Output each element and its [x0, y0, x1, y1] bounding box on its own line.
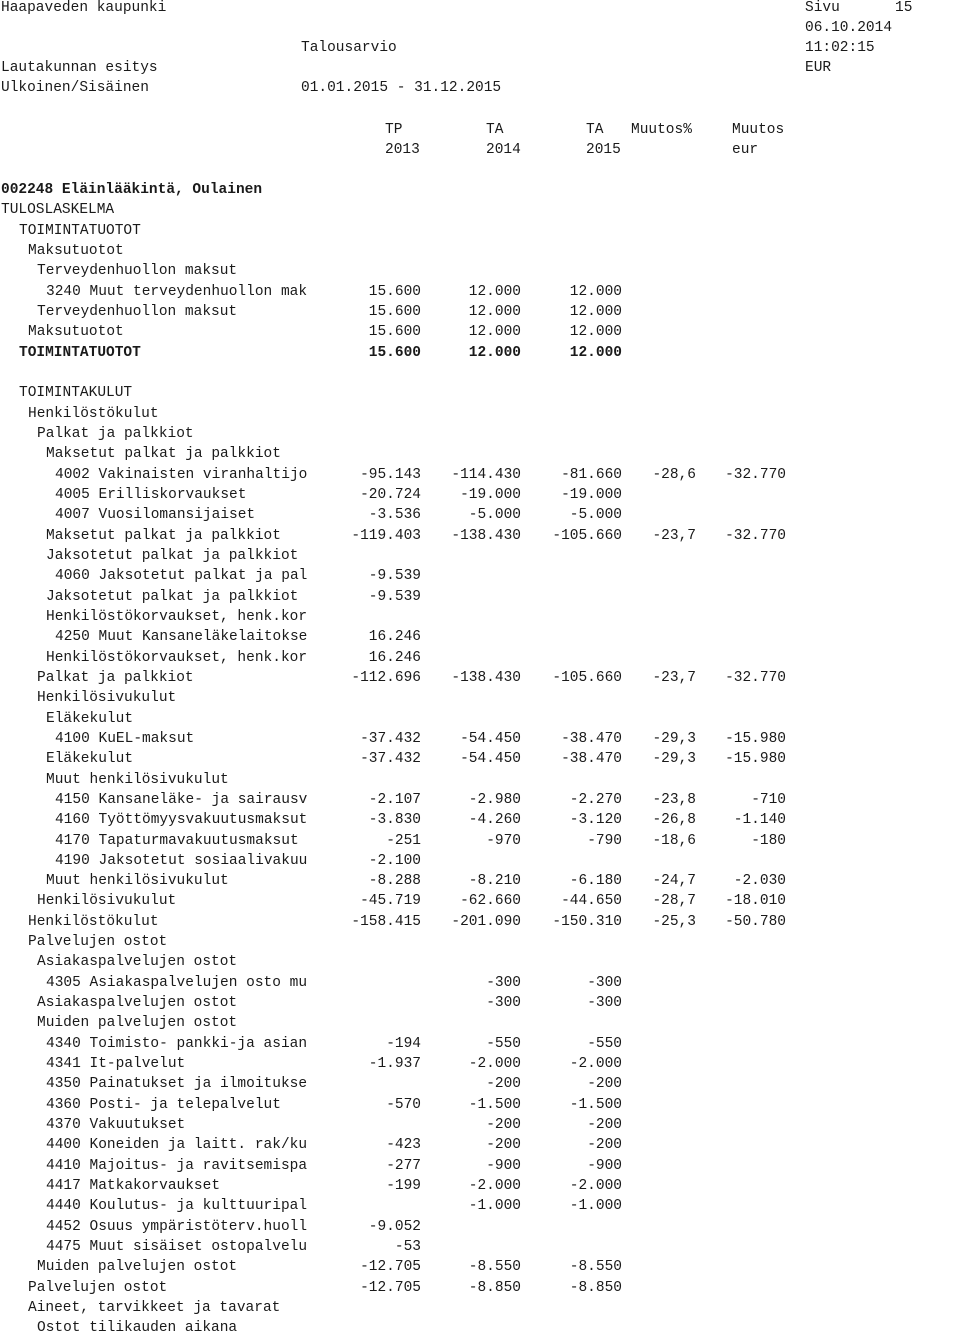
- report-row: [0, 993, 960, 1013]
- row-label: 4360 Posti- ja telepalvelut: [46, 1096, 281, 1113]
- report-row: [0, 1318, 960, 1338]
- row-label: 4190 Jaksotetut sosiaalivakuu: [55, 852, 308, 869]
- row-label: Muiden palvelujen ostot: [37, 1015, 238, 1032]
- ta-2014-value: -4.260: [468, 812, 521, 829]
- row-label: 3240 Muut terveydenhuollon mak: [46, 283, 308, 300]
- report-row: [0, 322, 960, 342]
- report-row: [0, 1176, 960, 1196]
- tp-2013-value: -53: [394, 1239, 421, 1256]
- ta-2014-value: 12.000: [468, 324, 521, 341]
- change-pct-value: -29,3: [652, 751, 696, 768]
- report-row: [0, 1298, 960, 1318]
- row-label: Muiden palvelujen ostot: [37, 1259, 238, 1276]
- ta-2014-value: -5.000: [468, 507, 521, 524]
- report-row: [0, 404, 960, 424]
- tp-2013-value: -9.052: [368, 1218, 421, 1235]
- ta-2014-value: -900: [486, 1157, 521, 1174]
- change-pct-value: -24,7: [652, 873, 696, 890]
- row-label: Terveydenhuollon maksut: [37, 263, 238, 280]
- tp-2013-value: -423: [386, 1137, 421, 1154]
- change-pct-value: -18,6: [652, 832, 696, 849]
- ta-2015-value: -300: [587, 974, 622, 991]
- ta-2015-value: -1.000: [569, 1198, 622, 1215]
- col-header-tp: TP: [385, 122, 403, 138]
- report-row: [0, 729, 960, 749]
- row-label: 4170 Tapaturmavakuutusmaksut: [55, 832, 299, 849]
- change-pct-value: -26,8: [652, 812, 696, 829]
- row-label: Henkilöstökulut: [28, 405, 159, 422]
- ta-2014-value: -550: [486, 1035, 521, 1052]
- change-eur-value: -32.770: [725, 527, 786, 544]
- ta-2014-value: 12.000: [468, 283, 521, 300]
- row-label: Asiakaspalvelujen ostot: [37, 954, 238, 971]
- ta-2014-value: -62.660: [460, 893, 521, 910]
- row-label: 4341 It-palvelut: [46, 1056, 186, 1073]
- ta-2015-value: -2.270: [569, 791, 622, 808]
- row-label: Eläkekulut: [46, 751, 134, 768]
- report-row: [0, 424, 960, 444]
- tp-2013-value: 15.600: [368, 283, 421, 300]
- report-row: [0, 526, 960, 546]
- change-pct-value: -28,7: [652, 893, 696, 910]
- currency: EUR: [805, 60, 832, 76]
- change-eur-value: -15.980: [725, 751, 786, 768]
- row-label: TULOSLASKELMA: [1, 202, 115, 219]
- ta-2014-value: -200: [486, 1117, 521, 1134]
- report-row: [0, 180, 960, 200]
- row-label: Henkilöstökulut: [28, 913, 159, 930]
- row-label: Maksetut palkat ja palkkiot: [46, 527, 281, 544]
- row-label: 002248 Eläinlääkintä, Oulainen: [1, 182, 263, 198]
- ta-2015-value: -8.850: [569, 1279, 622, 1296]
- row-label: Muut henkilösivukulut: [46, 771, 229, 788]
- ta-2014-value: -970: [486, 832, 521, 849]
- change-eur-value: -180: [751, 832, 786, 849]
- ta-2014-value: -2.980: [468, 791, 521, 808]
- ta-2015-value: -550: [587, 1035, 622, 1052]
- change-eur-value: -32.770: [725, 669, 786, 686]
- tp-2013-value: -251: [386, 832, 421, 849]
- ta-2015-value: -38.470: [561, 751, 622, 768]
- ta-2015-value: 12.000: [569, 344, 622, 361]
- ta-2015-value: -300: [587, 995, 622, 1012]
- report-row: [0, 587, 960, 607]
- col-header-ta2015: TA: [586, 122, 604, 138]
- row-label: 4160 Työttömyysvakuutusmaksut: [55, 812, 308, 829]
- ta-2014-value: 12.000: [468, 303, 521, 320]
- change-pct-value: -29,3: [652, 730, 696, 747]
- row-label: Aineet, tarvikkeet ja tavarat: [28, 1300, 281, 1317]
- change-pct-value: -25,3: [652, 913, 696, 930]
- ta-2014-value: -201.090: [451, 913, 521, 930]
- ta-2014-value: -8.850: [468, 1279, 521, 1296]
- ta-2014-value: -54.450: [460, 730, 521, 747]
- report-row: [0, 1196, 960, 1216]
- report-type: Lautakunnan esitys: [1, 60, 158, 76]
- ta-2014-value: -54.450: [460, 751, 521, 768]
- tp-2013-value: 15.600: [368, 324, 421, 341]
- col-header-change-pct: Muutos%: [631, 122, 692, 138]
- col-header-ta2014-year: 2014: [486, 142, 521, 158]
- tp-2013-value: 15.600: [368, 303, 421, 320]
- ta-2015-value: -5.000: [569, 507, 622, 524]
- change-pct-value: -23,8: [652, 791, 696, 808]
- tp-2013-value: -199: [386, 1178, 421, 1195]
- ta-2014-value: -300: [486, 974, 521, 991]
- tp-2013-value: -158.415: [351, 913, 421, 930]
- row-label: 4002 Vakinaisten viranhaltijo: [55, 466, 308, 483]
- report-row: [0, 1034, 960, 1054]
- ta-2015-value: -19.000: [561, 486, 622, 503]
- row-label: Terveydenhuollon maksut: [37, 303, 238, 320]
- tp-2013-value: -95.143: [360, 466, 421, 483]
- row-label: Palvelujen ostot: [28, 1279, 168, 1296]
- row-label: 4370 Vakuutukset: [46, 1117, 186, 1134]
- tp-2013-value: -37.432: [360, 751, 421, 768]
- tp-2013-value: 16.246: [368, 649, 421, 666]
- report-row: [0, 648, 960, 668]
- report-row: [0, 952, 960, 972]
- row-label: Jaksotetut palkat ja palkkiot: [46, 547, 299, 564]
- ta-2015-value: -2.000: [569, 1178, 622, 1195]
- ta-2015-value: 12.000: [569, 303, 622, 320]
- ta-2015-value: -900: [587, 1157, 622, 1174]
- ta-2015-value: 12.000: [569, 324, 622, 341]
- report-row: [0, 851, 960, 871]
- row-label: 4452 Osuus ympäristöterv.huoll: [46, 1218, 308, 1235]
- ta-2015-value: -105.660: [552, 527, 622, 544]
- report-row: [0, 485, 960, 505]
- ta-2015-value: -8.550: [569, 1259, 622, 1276]
- report-row: [0, 546, 960, 566]
- tp-2013-value: -9.539: [368, 588, 421, 605]
- ta-2015-value: -200: [587, 1117, 622, 1134]
- report-row: [0, 1115, 960, 1135]
- change-eur-value: -32.770: [725, 466, 786, 483]
- ta-2015-value: -200: [587, 1076, 622, 1093]
- ta-2014-value: -138.430: [451, 669, 521, 686]
- scope: Ulkoinen/Sisäinen: [1, 80, 149, 96]
- row-label: 4007 Vuosilomansijaiset: [55, 507, 256, 524]
- row-label: Palkat ja palkkiot: [37, 425, 194, 442]
- report-row: [0, 343, 960, 363]
- row-label: Henkilösivukulut: [37, 893, 177, 910]
- col-header-tp-year: 2013: [385, 142, 420, 158]
- tp-2013-value: -20.724: [360, 486, 421, 503]
- row-label: 4150 Kansaneläke- ja sairausv: [55, 791, 308, 808]
- change-eur-value: -50.780: [725, 913, 786, 930]
- report-table: [0, 180, 960, 1339]
- report-row: [0, 688, 960, 708]
- report-row: [0, 709, 960, 729]
- report-row: [0, 282, 960, 302]
- ta-2015-value: -1.500: [569, 1096, 622, 1113]
- report-row: [0, 1217, 960, 1237]
- ta-2015-value: -2.000: [569, 1056, 622, 1073]
- row-label: Maksetut palkat ja palkkiot: [46, 446, 281, 463]
- tp-2013-value: -119.403: [351, 527, 421, 544]
- report-row: [0, 261, 960, 281]
- row-label: TOIMINTATUOTOT: [19, 344, 141, 361]
- row-label: Palkat ja palkkiot: [37, 669, 194, 686]
- tp-2013-value: -1.937: [368, 1056, 421, 1073]
- report-row: [0, 566, 960, 586]
- tp-2013-value: -2.100: [368, 852, 421, 869]
- report-row: [0, 505, 960, 525]
- ta-2014-value: -200: [486, 1137, 521, 1154]
- row-label: Henkilöstökorvaukset, henk.kor: [46, 649, 308, 666]
- tp-2013-value: -570: [386, 1096, 421, 1113]
- ta-2015-value: 12.000: [569, 283, 622, 300]
- ta-2015-value: -790: [587, 832, 622, 849]
- report-row: [0, 831, 960, 851]
- row-label: 4350 Painatukset ja ilmoitukse: [46, 1076, 308, 1093]
- ta-2015-value: -81.660: [561, 466, 622, 483]
- change-eur-value: -710: [751, 791, 786, 808]
- row-label: Ostot tilikauden aikana: [37, 1320, 238, 1337]
- row-label: Maksutuotot: [28, 324, 124, 341]
- period: 01.01.2015 - 31.12.2015: [301, 80, 502, 96]
- report-row: [0, 891, 960, 911]
- report-row: [0, 444, 960, 464]
- tp-2013-value: -112.696: [351, 669, 421, 686]
- row-label: Asiakaspalvelujen ostot: [37, 995, 238, 1012]
- ta-2015-value: -3.120: [569, 812, 622, 829]
- row-label: 4417 Matkakorvaukset: [46, 1178, 221, 1195]
- organization-name: Haapaveden kaupunki: [1, 0, 167, 16]
- ta-2015-value: -105.660: [552, 669, 622, 686]
- print-time: 11:02:15: [805, 40, 875, 56]
- report-row: [0, 221, 960, 241]
- page-number: 15: [895, 0, 913, 16]
- ta-2014-value: -19.000: [460, 486, 521, 503]
- change-pct-value: -23,7: [652, 669, 696, 686]
- row-label: 4005 Erilliskorvaukset: [55, 486, 247, 503]
- change-eur-value: -2.030: [733, 873, 786, 890]
- ta-2014-value: 12.000: [468, 344, 521, 361]
- ta-2014-value: -2.000: [468, 1178, 521, 1195]
- row-label: 4410 Majoitus- ja ravitsemispa: [46, 1157, 308, 1174]
- ta-2015-value: -150.310: [552, 913, 622, 930]
- row-label: Eläkekulut: [46, 710, 134, 727]
- tp-2013-value: -277: [386, 1157, 421, 1174]
- row-label: Muut henkilösivukulut: [46, 873, 229, 890]
- tp-2013-value: -3.830: [368, 812, 421, 829]
- tp-2013-value: 15.600: [368, 344, 421, 361]
- report-row: [0, 200, 960, 220]
- report-row: [0, 1278, 960, 1298]
- row-label: Palvelujen ostot: [28, 934, 168, 951]
- change-pct-value: -28,6: [652, 466, 696, 483]
- report-row: [0, 932, 960, 952]
- col-header-change: Muutos: [732, 122, 785, 138]
- report-row: [0, 1013, 960, 1033]
- report-row: [0, 241, 960, 261]
- col-header-ta2014: TA: [486, 122, 504, 138]
- ta-2014-value: -1.500: [468, 1096, 521, 1113]
- tp-2013-value: -45.719: [360, 893, 421, 910]
- report-row: [0, 383, 960, 403]
- report-row: [0, 912, 960, 932]
- report-row: [0, 607, 960, 627]
- ta-2014-value: -114.430: [451, 466, 521, 483]
- ta-2015-value: -6.180: [569, 873, 622, 890]
- row-label: 4060 Jaksotetut palkat ja pal: [55, 568, 308, 585]
- report-row: [0, 1257, 960, 1277]
- change-eur-value: -15.980: [725, 730, 786, 747]
- row-label: 4440 Koulutus- ja kulttuuripal: [46, 1198, 308, 1215]
- report-row: [0, 1054, 960, 1074]
- row-label: 4400 Koneiden ja laitt. rak/ku: [46, 1137, 308, 1154]
- report-row: [0, 810, 960, 830]
- report-row: [0, 465, 960, 485]
- tp-2013-value: -12.705: [360, 1279, 421, 1296]
- tp-2013-value: -37.432: [360, 730, 421, 747]
- tp-2013-value: 16.246: [368, 629, 421, 646]
- report-row: [0, 770, 960, 790]
- ta-2015-value: -200: [587, 1137, 622, 1154]
- tp-2013-value: -194: [386, 1035, 421, 1052]
- ta-2014-value: -200: [486, 1076, 521, 1093]
- ta-2014-value: -2.000: [468, 1056, 521, 1073]
- print-date: 06.10.2014: [805, 20, 893, 36]
- row-label: Maksutuotot: [28, 242, 124, 259]
- report-row: [0, 1156, 960, 1176]
- ta-2015-value: -38.470: [561, 730, 622, 747]
- tp-2013-value: -2.107: [368, 791, 421, 808]
- report-row: [0, 1095, 960, 1115]
- report-row: [0, 302, 960, 322]
- change-eur-value: -1.140: [733, 812, 786, 829]
- row-label: 4250 Muut Kansaneläkelaitokse: [55, 629, 308, 646]
- report-row: [0, 1135, 960, 1155]
- page-label: Sivu: [805, 0, 840, 16]
- change-pct-value: -23,7: [652, 527, 696, 544]
- ta-2015-value: -44.650: [561, 893, 622, 910]
- row-label: Henkilösivukulut: [37, 690, 177, 707]
- report-row: [0, 627, 960, 647]
- tp-2013-value: -12.705: [360, 1259, 421, 1276]
- ta-2014-value: -8.550: [468, 1259, 521, 1276]
- tp-2013-value: -8.288: [368, 873, 421, 890]
- ta-2014-value: -1.000: [468, 1198, 521, 1215]
- report-row: [0, 871, 960, 891]
- col-header-change-unit: eur: [732, 142, 759, 158]
- col-header-ta2015-year: 2015: [586, 142, 621, 158]
- tp-2013-value: -3.536: [368, 507, 421, 524]
- report-row: [0, 973, 960, 993]
- row-label: TOIMINTATUOTOT: [19, 222, 141, 239]
- report-row: [0, 790, 960, 810]
- report-title: Talousarvio: [301, 40, 397, 56]
- tp-2013-value: -9.539: [368, 568, 421, 585]
- report-row: [0, 1237, 960, 1257]
- row-label: TOIMINTAKULUT: [19, 385, 133, 402]
- ta-2014-value: -300: [486, 995, 521, 1012]
- report-row: [0, 668, 960, 688]
- ta-2014-value: -138.430: [451, 527, 521, 544]
- row-label: Jaksotetut palkat ja palkkiot: [46, 588, 299, 605]
- row-label: Henkilöstökorvaukset, henk.kor: [46, 608, 308, 625]
- spacer-row: [0, 363, 960, 383]
- row-label: 4340 Toimisto- pankki-ja asian: [46, 1035, 308, 1052]
- row-label: 4100 KuEL-maksut: [55, 730, 195, 747]
- report-row: [0, 1074, 960, 1094]
- report-row: [0, 749, 960, 769]
- ta-2014-value: -8.210: [468, 873, 521, 890]
- change-eur-value: -18.010: [725, 893, 786, 910]
- row-label: 4475 Muut sisäiset ostopalvelu: [46, 1239, 308, 1256]
- row-label: 4305 Asiakaspalvelujen osto mu: [46, 974, 308, 991]
